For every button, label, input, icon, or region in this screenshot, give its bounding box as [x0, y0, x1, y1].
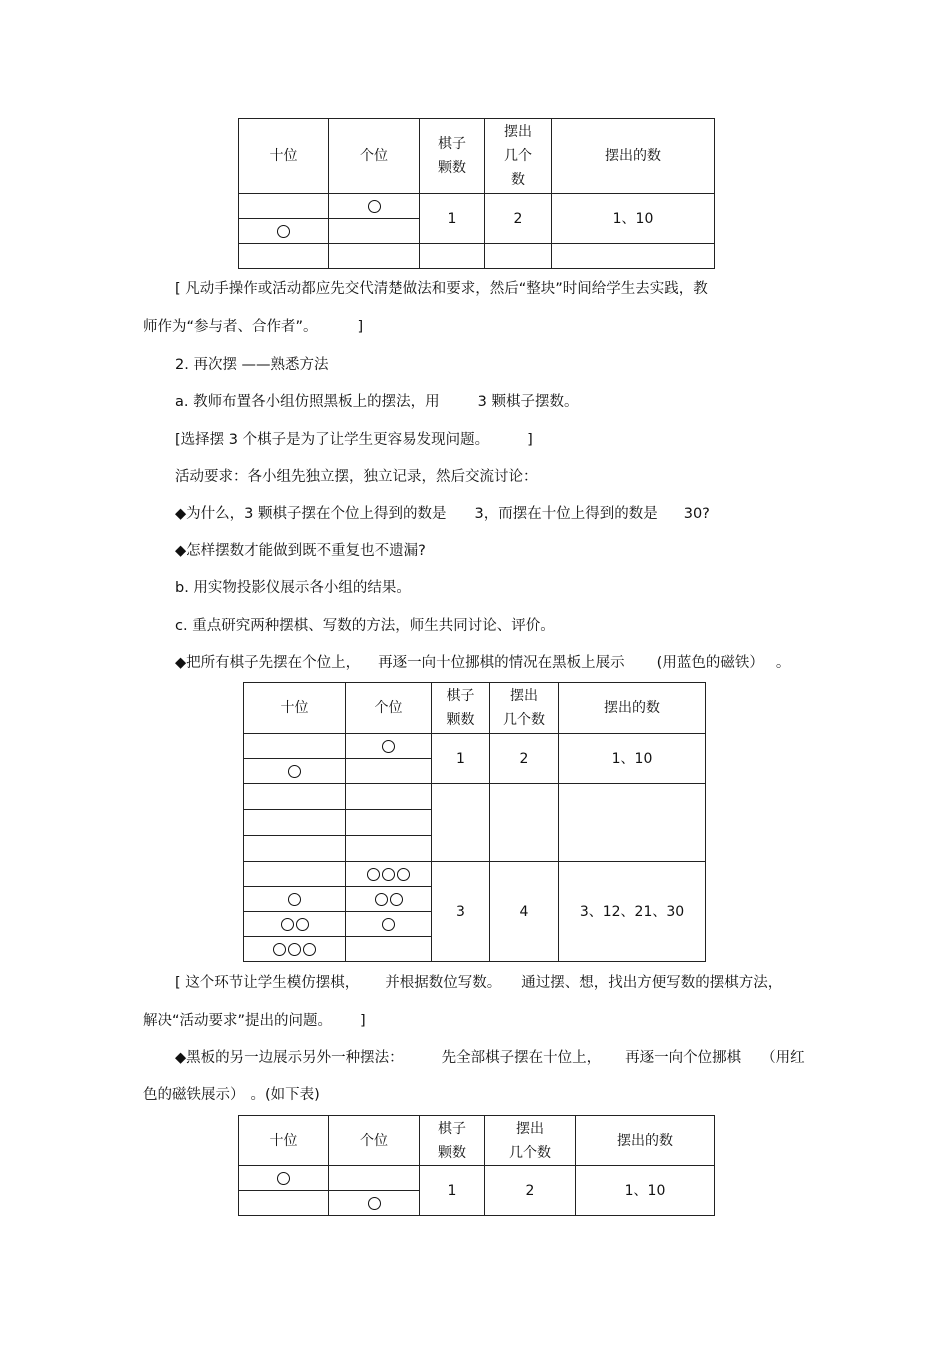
one-cell — [346, 937, 432, 962]
header-one: 个位 — [329, 119, 420, 194]
table-2 — [243, 682, 706, 962]
chess-piece-icon — [368, 200, 381, 213]
note-2a: [ 这个环节让学生模仿摆棋， 并根据数位写数。 通过摆、想，找出方便写数的摆棋方法， — [175, 975, 783, 991]
header-nums: 摆出 几个数 — [490, 683, 559, 734]
one-cell — [329, 194, 420, 219]
empty-cell — [559, 784, 706, 862]
chess-piece-icon — [390, 893, 403, 906]
header-count: 棋子 颗数 — [420, 1116, 485, 1166]
one-cell — [329, 1166, 420, 1191]
header-result: 摆出的数 — [576, 1116, 715, 1166]
one-cell — [346, 862, 432, 887]
header-count: 棋子 颗数 — [420, 119, 485, 194]
ten-cell — [244, 734, 346, 759]
step-c: c. 重点研究两种摆棋、写数的方法，师生共同讨论、评价。 — [175, 618, 555, 634]
header-ten: 十位 — [244, 683, 346, 734]
header-ten: 十位 — [239, 119, 329, 194]
nums-cell: 2 — [485, 194, 552, 244]
count-cell: 3 — [432, 862, 490, 962]
one-cell — [329, 219, 420, 244]
one-cell — [346, 759, 432, 784]
count-cell: 1 — [420, 1166, 485, 1216]
method-2a: ◆黑板的另一边展示另外一种摆法： 先全部棋子摆在十位上， 再逐一向个位挪棋 （用红 — [175, 1050, 805, 1066]
chess-piece-icon — [375, 893, 388, 906]
chess-piece-icon — [281, 918, 294, 931]
empty-cell — [329, 244, 420, 269]
empty-cell — [420, 244, 485, 269]
one-cell — [329, 1191, 420, 1216]
method-1: ◆把所有棋子先摆在个位上， 再逐一向十位挪棋的情况在黑板上展示 (用蓝色的磁铁） 。 — [175, 655, 791, 671]
ten-cell — [244, 887, 346, 912]
table-1 — [238, 118, 715, 269]
chess-piece-icon — [277, 225, 290, 238]
chess-piece-icon — [288, 943, 301, 956]
chess-piece-icon — [296, 918, 309, 931]
activity-requirement: 活动要求：各小组先独立摆，独立记录，然后交流讨论： — [175, 469, 538, 485]
ten-cell — [239, 194, 329, 219]
header-result: 摆出的数 — [552, 119, 715, 194]
table-3 — [238, 1115, 715, 1216]
one-cell — [346, 912, 432, 937]
ten-cell — [239, 219, 329, 244]
result-cell: 1、10 — [559, 734, 706, 784]
ten-cell — [244, 937, 346, 962]
header-result: 摆出的数 — [559, 683, 706, 734]
chess-piece-icon — [288, 765, 301, 778]
step-2-heading: 2. 再次摆 ——熟悉方法 — [175, 357, 329, 373]
chess-piece-icon — [277, 1172, 290, 1185]
one-cell — [346, 887, 432, 912]
chess-piece-icon — [382, 740, 395, 753]
empty-cell — [552, 244, 715, 269]
ten-cell — [239, 1191, 329, 1216]
ten-cell — [239, 1166, 329, 1191]
step-a: a. 教师布置各小组仿照黑板上的摆法，用 3 颗棋子摆数。 — [175, 394, 579, 410]
note-1b: 师作为“参与者、合作者”。 ] — [143, 319, 364, 335]
step-b: b. 用实物投影仪展示各小组的结果。 — [175, 580, 411, 596]
empty-cell — [490, 784, 559, 862]
ten-cell — [244, 759, 346, 784]
header-one: 个位 — [329, 1116, 420, 1166]
result-cell: 3、12、21、30 — [559, 862, 706, 962]
count-cell: 1 — [432, 734, 490, 784]
question-2: ◆怎样摆数才能做到既不重复也不遗漏? — [175, 543, 426, 559]
chess-piece-icon — [273, 943, 286, 956]
method-2b: 色的磁铁展示） 。(如下表) — [143, 1087, 320, 1103]
count-cell: 1 — [420, 194, 485, 244]
note-1a: [ 凡动手操作或活动都应先交代清楚做法和要求，然后“整块”时间给学生去实践，教 — [175, 281, 708, 297]
chess-piece-icon — [397, 868, 410, 881]
empty-cell — [244, 836, 346, 862]
result-cell: 1、10 — [552, 194, 715, 244]
question-1: ◆为什么，3 颗棋子摆在个位上得到的数是 3，而摆在十位上得到的数是 30? — [175, 506, 710, 522]
empty-cell — [239, 244, 329, 269]
note-2b: 解决“活动要求”提出的问题。 ] — [143, 1013, 366, 1029]
result-cell: 1、10 — [576, 1166, 715, 1216]
header-nums: 摆出 几个 数 — [485, 119, 552, 194]
empty-cell — [244, 810, 346, 836]
chess-piece-icon — [288, 893, 301, 906]
chess-piece-icon — [382, 918, 395, 931]
chess-piece-icon — [367, 868, 380, 881]
one-cell — [346, 734, 432, 759]
note-why-3: [选择摆 3 个棋子是为了让学生更容易发现问题。 ] — [175, 432, 533, 448]
empty-cell — [485, 244, 552, 269]
ten-cell — [244, 912, 346, 937]
nums-cell: 4 — [490, 862, 559, 962]
header-ten: 十位 — [239, 1116, 329, 1166]
empty-cell — [346, 836, 432, 862]
header-count: 棋子 颗数 — [432, 683, 490, 734]
chess-piece-icon — [368, 1197, 381, 1210]
empty-cell — [244, 784, 346, 810]
empty-cell — [346, 784, 432, 810]
header-nums: 摆出 几个数 — [485, 1116, 576, 1166]
nums-cell: 2 — [485, 1166, 576, 1216]
empty-cell — [346, 810, 432, 836]
header-one: 个位 — [346, 683, 432, 734]
chess-piece-icon — [382, 868, 395, 881]
empty-cell — [432, 784, 490, 862]
ten-cell — [244, 862, 346, 887]
nums-cell: 2 — [490, 734, 559, 784]
chess-piece-icon — [303, 943, 316, 956]
